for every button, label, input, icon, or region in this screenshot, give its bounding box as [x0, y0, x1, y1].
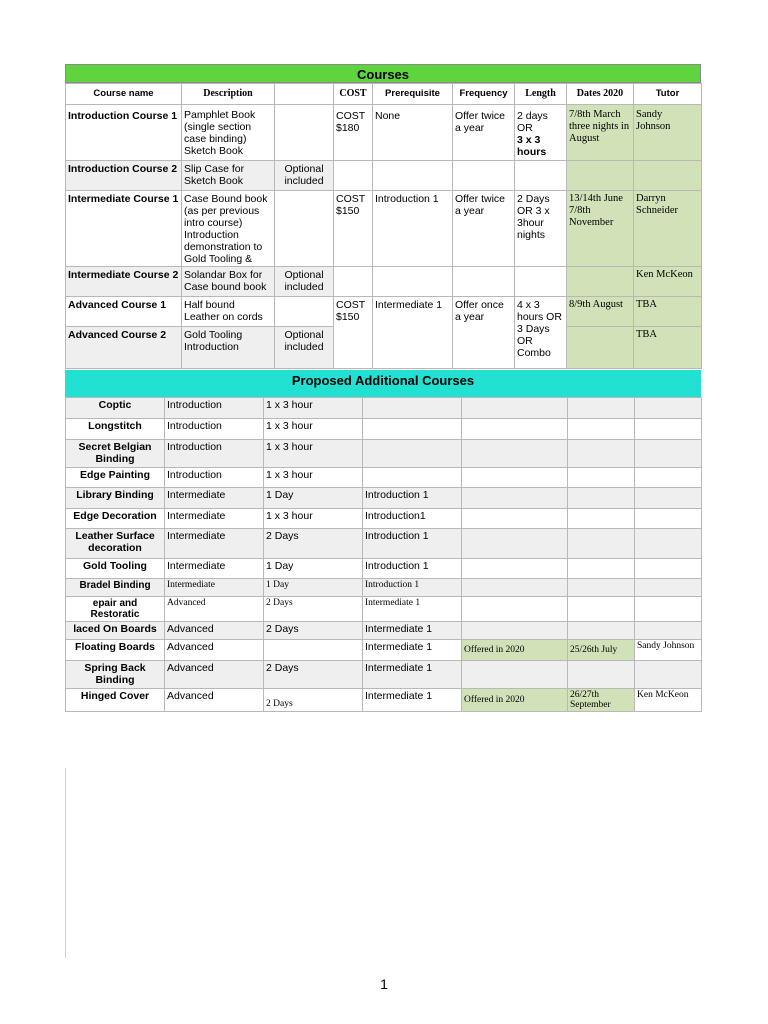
proposed-length: 2 Days — [264, 661, 363, 689]
course-description: Slip Case for Sketch Book — [182, 161, 275, 191]
proposed-level: Introduction — [165, 440, 264, 468]
header-description: Description — [182, 84, 275, 105]
course-cost: COST $150 — [334, 191, 373, 267]
courses-sheet — [65, 64, 701, 712]
proposed-course-name: Secret Belgian Binding — [66, 440, 165, 468]
proposed-length: 1 Day — [264, 488, 363, 509]
course-length — [515, 267, 567, 297]
proposed-dates: 25/26th July — [568, 640, 635, 661]
proposed-row — [66, 689, 702, 712]
course-frequency: Offer once a year — [453, 297, 515, 369]
proposed-tutor — [635, 559, 702, 579]
course-length — [515, 105, 567, 161]
proposed-prerequisite — [363, 419, 462, 440]
course-description: Solandar Box for Case bound book — [182, 267, 275, 297]
proposed-row — [66, 529, 702, 559]
proposed-row — [66, 398, 702, 419]
proposed-row — [66, 579, 702, 597]
course-length: 4 x 3 hours OR 3 Days OR Combo — [515, 297, 567, 369]
course-cost — [334, 161, 373, 191]
proposed-course-name: Library Binding — [66, 488, 165, 509]
proposed-tutor — [635, 579, 702, 597]
proposed-prerequisite — [363, 398, 462, 419]
proposed-dates — [568, 398, 635, 419]
proposed-course-name: Floating Boards — [66, 640, 165, 661]
course-description: Case Bound book (as per previous intro course) Introduction demonstration to Gold Tooling & — [182, 191, 275, 267]
course-row-intro2 — [66, 161, 702, 191]
course-dates: 13/14th June 7/8th November — [567, 191, 634, 267]
proposed-prerequisite: Intermediate 1 — [363, 597, 462, 622]
proposed-tutor — [635, 419, 702, 440]
proposed-tutor — [635, 468, 702, 488]
course-length — [515, 161, 567, 191]
course-description: Half bound Leather on cords — [182, 297, 275, 327]
proposed-course-name: Longstitch — [66, 419, 165, 440]
proposed-level: Intermediate — [165, 559, 264, 579]
proposed-course-name: Leather Surface decoration — [66, 529, 165, 559]
proposed-tutor — [635, 509, 702, 529]
course-dates: 8/9th August — [567, 297, 634, 327]
course-cost: COST $150 — [334, 297, 373, 369]
proposed-offered — [462, 661, 568, 689]
proposed-course-name: Bradel Binding — [66, 579, 165, 597]
header-length: Length — [515, 84, 567, 105]
course-name: Introduction Course 2 — [66, 161, 182, 191]
header-cost: COST — [334, 84, 373, 105]
course-prerequisite: Intermediate 1 — [373, 297, 453, 369]
proposed-length: 1 x 3 hour — [264, 419, 363, 440]
proposed-course-name: epair and Restoratic — [66, 597, 165, 622]
course-tutor: Ken McKeon — [634, 267, 702, 297]
proposed-offered — [462, 579, 568, 597]
course-description: Gold Tooling Introduction — [182, 327, 275, 369]
course-tutor: Sandy Johnson — [634, 105, 702, 161]
course-tutor: TBA — [634, 297, 702, 327]
page-number: 1 — [380, 976, 388, 992]
course-name: Introduction Course 1 — [66, 105, 182, 161]
proposed-row — [66, 468, 702, 488]
proposed-dates — [568, 661, 635, 689]
proposed-level: Advanced — [165, 640, 264, 661]
proposed-length: 1 x 3 hour — [264, 468, 363, 488]
proposed-course-name: Spring Back Binding — [66, 661, 165, 689]
proposed-level: Advanced — [165, 661, 264, 689]
proposed-table — [65, 397, 702, 712]
proposed-row — [66, 559, 702, 579]
proposed-course-name: Edge Painting — [66, 468, 165, 488]
proposed-row — [66, 509, 702, 529]
course-frequency — [453, 267, 515, 297]
course-description: Pamphlet Book (single section case binding) Sketch Book — [182, 105, 275, 161]
proposed-dates — [568, 468, 635, 488]
proposed-tutor: Sandy Johnson — [635, 640, 702, 661]
proposed-title: Proposed Additional Courses — [65, 370, 701, 397]
proposed-prerequisite: Introduction 1 — [363, 488, 462, 509]
proposed-level: Intermediate — [165, 509, 264, 529]
proposed-dates — [568, 419, 635, 440]
proposed-length: 1 Day — [264, 579, 363, 597]
proposed-tutor — [635, 597, 702, 622]
proposed-level: Advanced — [165, 597, 264, 622]
proposed-tutor — [635, 488, 702, 509]
course-length: 2 Days OR 3 x 3hour nights — [515, 191, 567, 267]
proposed-offered — [462, 419, 568, 440]
course-extra — [275, 191, 334, 267]
proposed-row — [66, 640, 702, 661]
course-name: Advanced Course 1 — [66, 297, 182, 327]
proposed-level: Intermediate — [165, 579, 264, 597]
proposed-row — [66, 622, 702, 640]
proposed-offered — [462, 468, 568, 488]
proposed-length: 2 Days — [264, 529, 363, 559]
proposed-prerequisite — [363, 468, 462, 488]
proposed-course-name: Edge Decoration — [66, 509, 165, 529]
proposed-course-name: laced On Boards — [66, 622, 165, 640]
proposed-prerequisite: Intermediate 1 — [363, 640, 462, 661]
header-prerequisite: Prerequisite — [373, 84, 453, 105]
proposed-prerequisite — [363, 440, 462, 468]
course-name: Intermediate Course 2 — [66, 267, 182, 297]
proposed-dates: 26/27th September — [568, 689, 635, 712]
margin-line — [65, 768, 66, 958]
proposed-level: Advanced — [165, 689, 264, 712]
course-prerequisite: Introduction 1 — [373, 191, 453, 267]
proposed-level: Introduction — [165, 398, 264, 419]
proposed-offered — [462, 509, 568, 529]
proposed-dates — [568, 597, 635, 622]
header-course-name: Course name — [66, 84, 182, 105]
proposed-dates — [568, 559, 635, 579]
course-row-inter1 — [66, 191, 702, 267]
proposed-prerequisite: Introduction 1 — [363, 529, 462, 559]
header-blank — [275, 84, 334, 105]
proposed-tutor — [635, 398, 702, 419]
proposed-offered — [462, 440, 568, 468]
proposed-row — [66, 419, 702, 440]
course-name: Intermediate Course 1 — [66, 191, 182, 267]
proposed-offered — [462, 488, 568, 509]
proposed-prerequisite: Introduction1 — [363, 509, 462, 529]
proposed-dates — [568, 622, 635, 640]
course-extra — [275, 297, 334, 327]
proposed-offered — [462, 597, 568, 622]
course-tutor: TBA — [634, 327, 702, 369]
courses-header-row — [66, 84, 702, 105]
proposed-course-name: Gold Tooling — [66, 559, 165, 579]
proposed-row — [66, 597, 702, 622]
proposed-offered: Offered in 2020 — [462, 640, 568, 661]
course-prerequisite: None — [373, 105, 453, 161]
proposed-tutor — [635, 622, 702, 640]
course-tutor: Darryn Schneider — [634, 191, 702, 267]
course-prerequisite — [373, 161, 453, 191]
proposed-length: 1 x 3 hour — [264, 440, 363, 468]
course-dates — [567, 267, 634, 297]
course-row-intro1 — [66, 105, 702, 161]
proposed-length: 1 x 3 hour — [264, 398, 363, 419]
course-dates — [567, 327, 634, 369]
proposed-level: Introduction — [165, 419, 264, 440]
proposed-offered — [462, 622, 568, 640]
proposed-prerequisite: Introduction 1 — [363, 579, 462, 597]
proposed-offered — [462, 398, 568, 419]
proposed-level: Intermediate — [165, 529, 264, 559]
course-frequency: Offer twice a year — [453, 191, 515, 267]
course-tutor — [634, 161, 702, 191]
proposed-length: 1 x 3 hour — [264, 509, 363, 529]
proposed-tutor — [635, 440, 702, 468]
course-cost: COST $180 — [334, 105, 373, 161]
header-tutor: Tutor — [634, 84, 702, 105]
proposed-level: Advanced — [165, 622, 264, 640]
courses-table — [65, 83, 702, 369]
course-extra: Optional included — [275, 327, 334, 369]
proposed-course-name: Coptic — [66, 398, 165, 419]
header-frequency: Frequency — [453, 84, 515, 105]
course-extra: Optional included — [275, 267, 334, 297]
course-cost — [334, 267, 373, 297]
proposed-course-name: Hinged Cover — [66, 689, 165, 712]
proposed-dates — [568, 488, 635, 509]
course-name: Advanced Course 2 — [66, 327, 182, 369]
proposed-dates — [568, 440, 635, 468]
course-extra: Optional included — [275, 161, 334, 191]
proposed-prerequisite: Introduction 1 — [363, 559, 462, 579]
proposed-row — [66, 488, 702, 509]
course-dates — [567, 161, 634, 191]
proposed-offered — [462, 529, 568, 559]
proposed-prerequisite: Intermediate 1 — [363, 661, 462, 689]
proposed-offered: Offered in 2020 — [462, 689, 568, 712]
course-row-adv1 — [66, 297, 702, 327]
proposed-level: Intermediate — [165, 488, 264, 509]
length-part-b: 3 x 3 hours — [517, 134, 547, 158]
proposed-prerequisite: Intermediate 1 — [363, 622, 462, 640]
course-prerequisite — [373, 267, 453, 297]
proposed-length: 2 Days — [264, 689, 363, 712]
header-dates: Dates 2020 — [567, 84, 634, 105]
proposed-level: Introduction — [165, 468, 264, 488]
proposed-length: 2 Days — [264, 597, 363, 622]
proposed-dates — [568, 509, 635, 529]
proposed-length: 1 Day — [264, 559, 363, 579]
proposed-row — [66, 661, 702, 689]
course-frequency: Offer twice a year — [453, 105, 515, 161]
proposed-tutor — [635, 529, 702, 559]
course-extra — [275, 105, 334, 161]
proposed-tutor — [635, 661, 702, 689]
proposed-length — [264, 640, 363, 661]
proposed-dates — [568, 529, 635, 559]
course-dates: 7/8th March three nights in August — [567, 105, 634, 161]
course-frequency — [453, 161, 515, 191]
proposed-dates — [568, 579, 635, 597]
courses-title: Courses — [65, 64, 701, 83]
proposed-offered — [462, 559, 568, 579]
proposed-length: 2 Days — [264, 622, 363, 640]
proposed-prerequisite: Intermediate 1 — [363, 689, 462, 712]
course-row-inter2 — [66, 267, 702, 297]
proposed-tutor: Ken McKeon — [635, 689, 702, 712]
length-part-a: 2 days OR — [517, 110, 548, 134]
proposed-row — [66, 440, 702, 468]
